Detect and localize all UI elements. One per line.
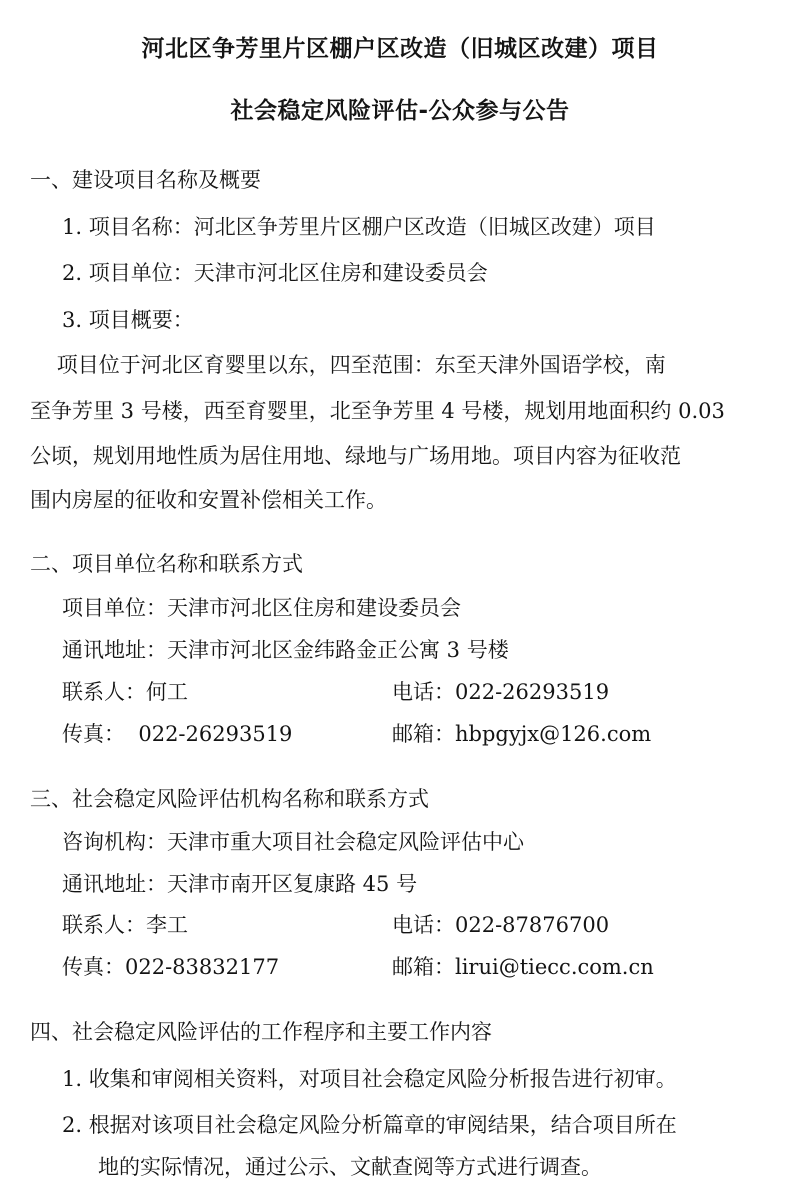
section3-email: 邮箱：lirui@tiecc.com.cn: [392, 955, 654, 979]
document-title-line1: 河北区争芳里片区棚户区改造（旧城区改建）项目: [141, 36, 659, 62]
section1-paragraph-line2: 至争芳里 3 号楼，西至育婴里，北至争芳里 4 号楼，规划用地面积约 0.03: [30, 399, 725, 423]
section1-item-project-unit: 2. 项目单位：天津市河北区住房和建设委员会: [62, 261, 488, 285]
section2-unit: 项目单位：天津市河北区住房和建设委员会: [62, 596, 461, 620]
section3-contact: 联系人：李工: [62, 913, 188, 937]
section1-paragraph-line4: 围内房屋的征收和安置补偿相关工作。: [30, 488, 387, 512]
section2-phone: 电话：022-26293519: [392, 680, 610, 704]
section4-heading: 四、社会稳定风险评估的工作程序和主要工作内容: [30, 1020, 492, 1044]
section2-address: 通讯地址：天津市河北区金纬路金正公寓 3 号楼: [62, 638, 509, 662]
section3-agency: 咨询机构：天津市重大项目社会稳定风险评估中心: [62, 830, 524, 854]
section2-contact: 联系人：何工: [62, 680, 188, 704]
section4-item1: 1. 收集和审阅相关资料，对项目社会稳定风险分析报告进行初审。: [62, 1067, 677, 1091]
section4-item2-line1: 2. 根据对该项目社会稳定风险分析篇章的审阅结果，结合项目所在: [62, 1113, 677, 1137]
section1-item-project-summary: 3. 项目概要：: [62, 308, 194, 332]
section3-heading: 三、社会稳定风险评估机构名称和联系方式: [30, 787, 429, 811]
section2-heading: 二、项目单位名称和联系方式: [30, 552, 303, 576]
section1-heading: 一、建设项目名称及概要: [30, 168, 261, 192]
section3-address: 通讯地址：天津市南开区复康路 45 号: [62, 872, 418, 896]
section1-paragraph-line1: 项目位于河北区育婴里以东，四至范围：东至天津外国语学校，南: [30, 353, 666, 377]
section2-email: 邮箱：hbpgyjx@126.com: [392, 722, 652, 746]
section3-fax: 传真：022-83832177: [62, 955, 280, 979]
section4-item2-line2: 地的实际情况，通过公示、文献查阅等方式进行调查。: [98, 1155, 602, 1179]
section2-fax: 传真： 022-26293519: [62, 722, 293, 746]
section3-phone: 电话：022-87876700: [392, 913, 610, 937]
section1-item-project-name: 1. 项目名称：河北区争芳里片区棚户区改造（旧城区改建）项目: [62, 215, 656, 239]
document-title-line2: 社会稳定风险评估-公众参与公告: [230, 98, 570, 124]
section1-paragraph-line3: 公顷，规划用地性质为居住用地、绿地与广场用地。项目内容为征收范: [30, 444, 681, 468]
